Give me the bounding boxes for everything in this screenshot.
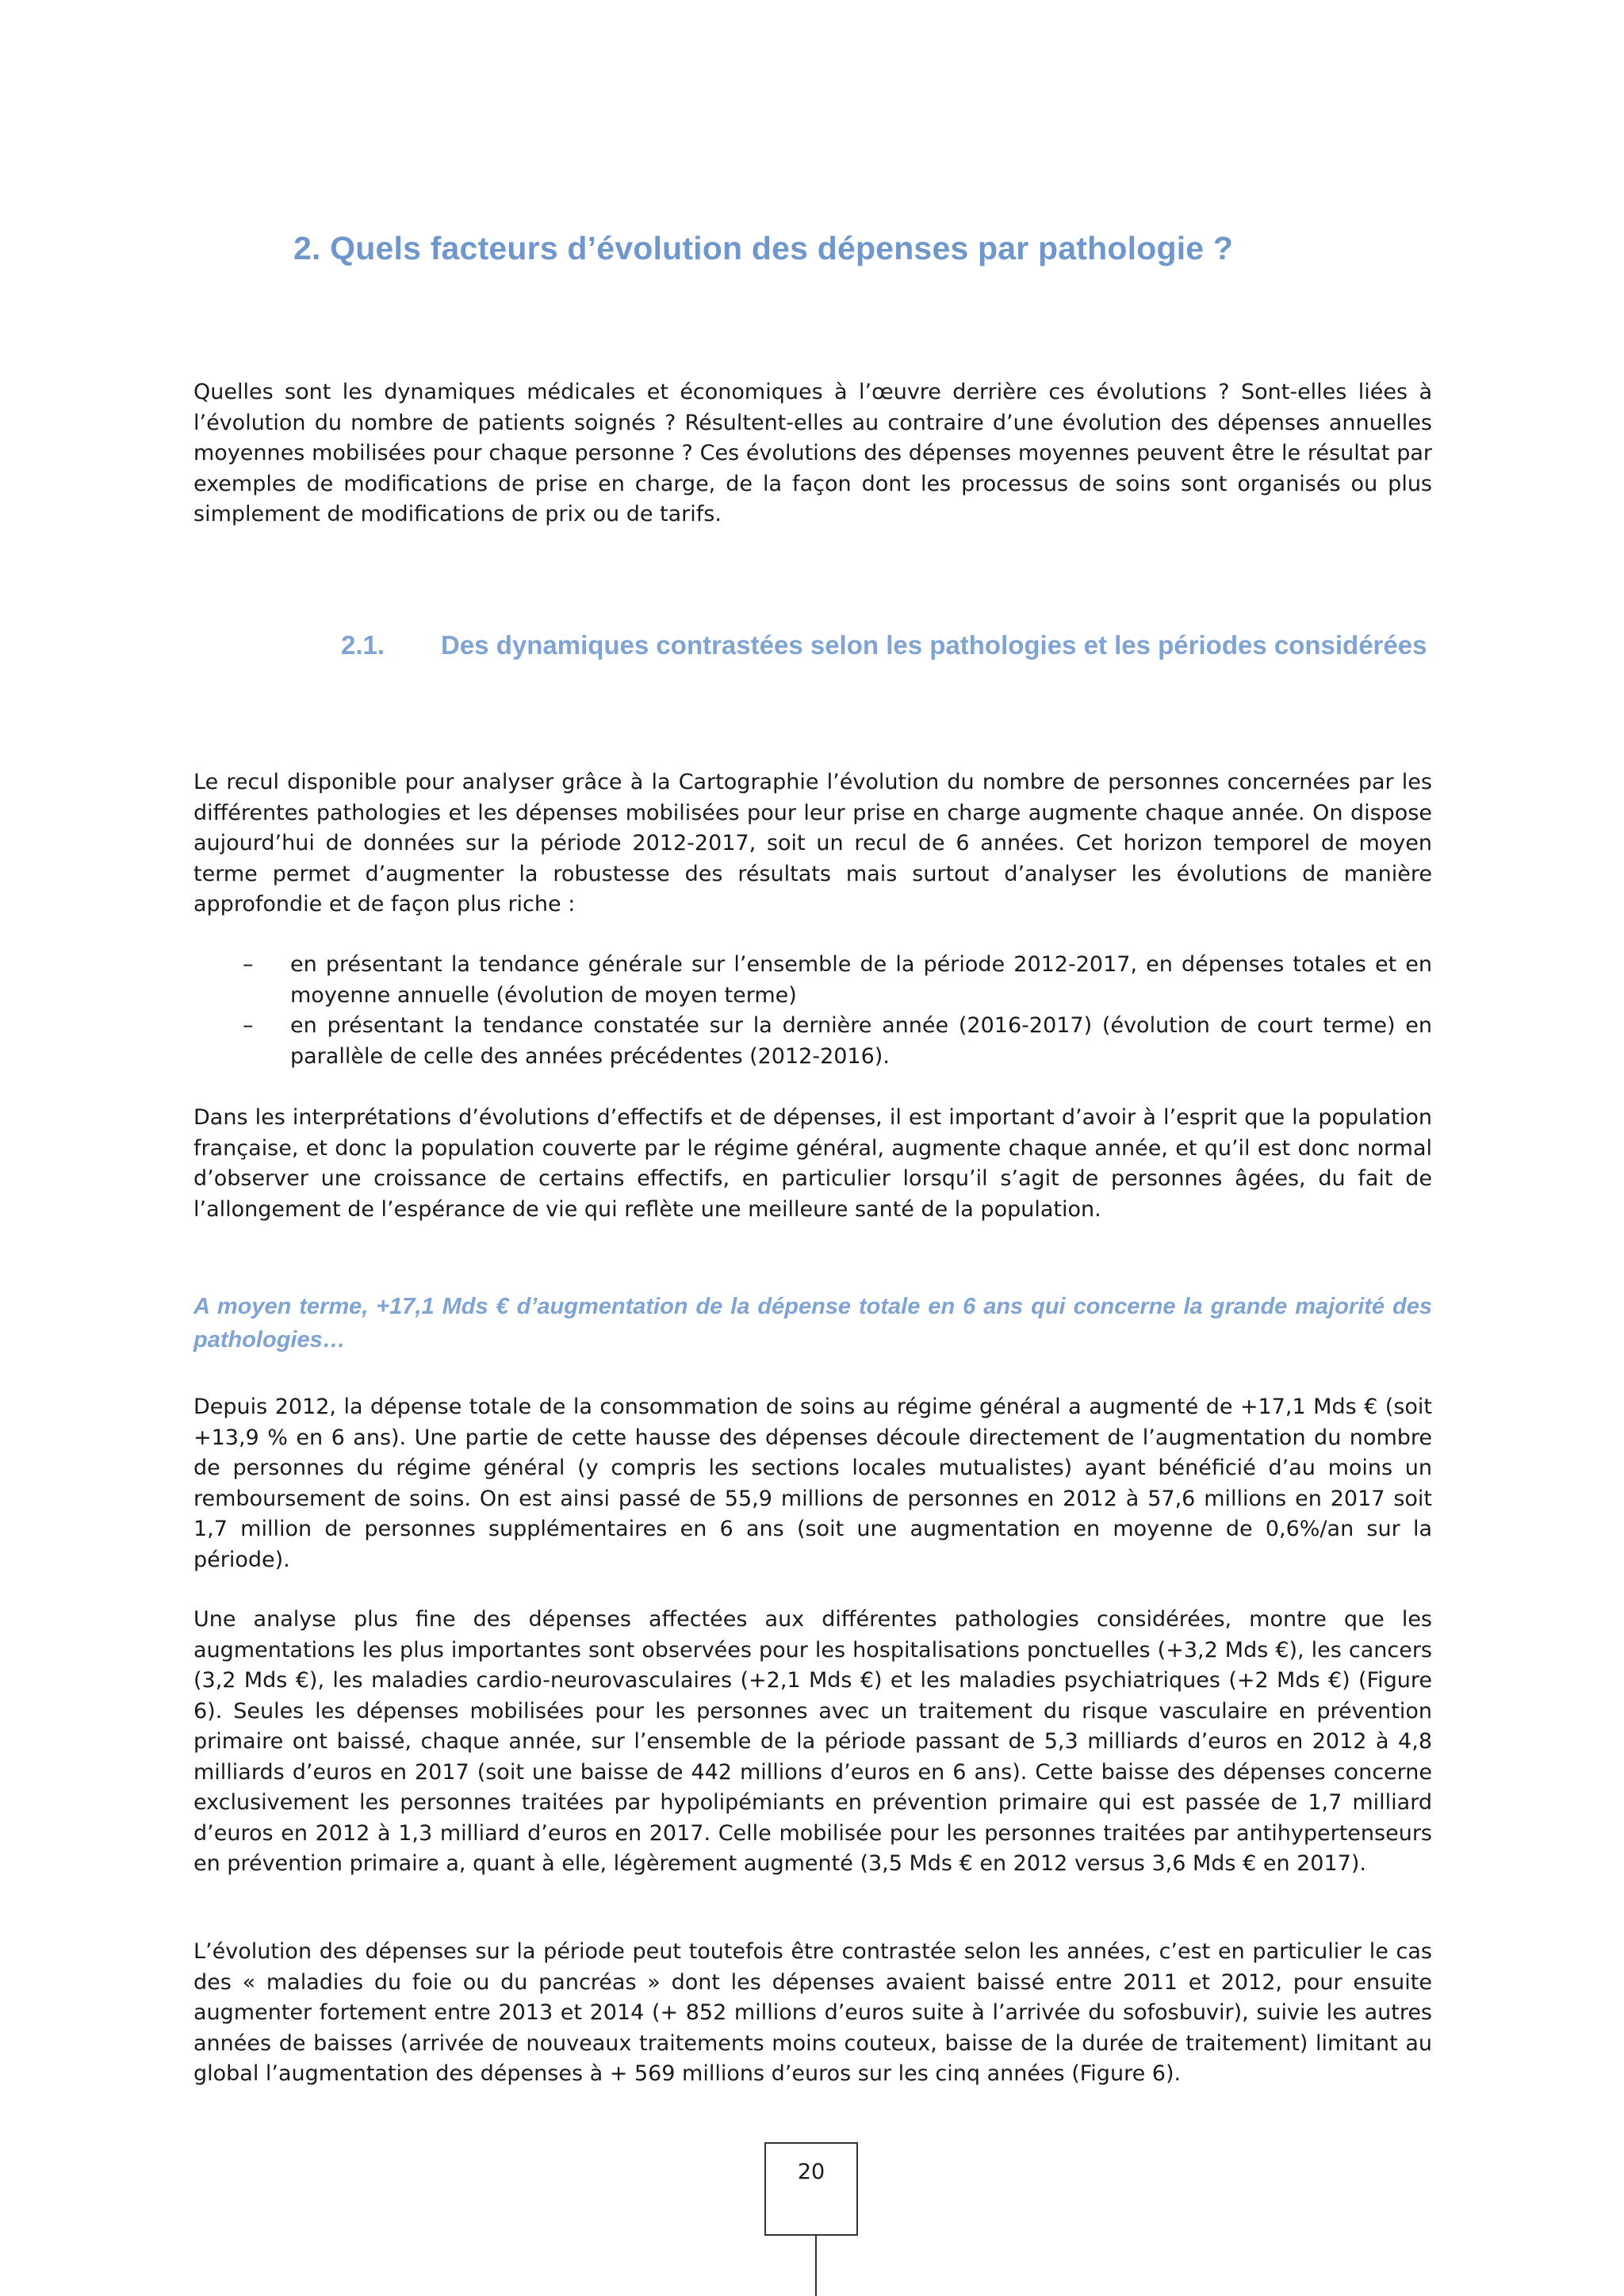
subsection-heading (341, 626, 1432, 664)
medium-term-paragraph-3: L’évolution des dépenses sur la période peut toutefois être contrastée selon les années, c’est en particulier le cas des « maladies du foie ou du pancréas » dont les dépenses avaient baissé entre 2011 et 2012, pour ensuite augmenter fortement entre 2013 et 2014 (+ 852 millions d’euros suite à l’arrivée du sofosbuvir), suivie les autres années de baisses (arrivée de nouveaux traitements moins couteux, baisse de la durée de traitement) limitant au global l’augmentation des dépenses à + 569 millions d’euros sur les cinq années (Figure 6). (193, 1939, 1432, 2086)
list-item (193, 950, 1432, 1011)
subsection-number: 2.1. (341, 630, 385, 660)
page-number-connector-line (815, 2236, 817, 2296)
subsection-title: Des dynamiques contrastées selon les pathologies et les périodes considérées (441, 630, 1427, 660)
medium-term-paragraph-2: Une analyse plus fine des dépenses affectées aux différentes pathologies considérées, montre que les augmentations les plus importantes sont observées pour les hospitalisations ponctuelles (+3,2 Mds €), les cancers (3,2 Mds €), les maladies cardio-neurovasculaires (+2,1 Mds €) et les maladies psychiatriques (+2 Mds €) (Figure 6). Seules les dépenses mobilisées pour les personnes avec un traitement du risque vasculaire en prévention primaire ont baissé, chaque année, sur l’ensemble de la période passant de 5,3 milliards d’euros en 2012 à 4,8 milliards d’euros en 2017 (soit une baisse de 442 millions d’euros en 6 ans). Cette baisse des dépenses concerne exclusivement les personnes traitées par hypolipémiants en prévention primaire qui est passée de 1,7 milliard d’euros en 2012 à 1,3 milliard d’euros en 2017. Celle mobilisée pour les personnes traitées par antihypertenseurs en prévention primaire a, quant à elle, légèrement augmenté (3,5 Mds € en 2012 versus 3,6 Mds € en 2017). (193, 1607, 1432, 1876)
dash-bullet: – (243, 952, 254, 977)
medium-term-heading: A moyen terme, +17,1 Mds € d’augmentation de la dépense totale en 6 ans qui concerne la grande majorité des pathologies… (193, 1294, 1432, 1353)
subsection-paragraph-2: Dans les interprétations d’évolutions d’effectifs et de dépenses, il est important d’avoir à l’esprit que la population française, et donc la population couverte par le régime général, augmente chaque année, et qu’il est donc normal d’observer une croissance de certains effectifs, en particulier lorsqu’il s’agit de personnes âgées, du fait de l’allongement de l’espérance de vie qui reflète une meilleure santé de la population. (193, 1105, 1432, 1222)
medium-term-paragraph-1: Depuis 2012, la dépense totale de la consommation de soins au régime général a augmenté de +17,1 Mds € (soit +13,9 % en 6 ans). Une partie de cette hausse des dépenses découle directement de l’augmentation du nombre de personnes du régime général (y compris les sections locales mutualistes) ayant bénéficié d’au moins un remboursement de soins. On est ainsi passé de 55,9 millions de personnes en 2012 à 57,6 millions en 2017 soit 1,7 million de personnes supplémentaires en 6 ans (soit une augmentation en moyenne de 0,6%/an sur la période). (193, 1395, 1432, 1572)
subsection-paragraph-1: Le recul disponible pour analyser grâce à la Cartographie l’évolution du nombre de personnes concernées par les différentes pathologies et les dépenses mobilisées pour leur prise en charge augmente chaque année. On dispose aujourd’hui de données sur la période 2012-2017, soit un recul de 6 années. Cet horizon temporel de moyen terme permet d’augmenter la robustesse des résultats mais surtout d’analyser les évolutions de manière approfondie et de façon plus riche : (193, 770, 1432, 916)
section-heading: 2. Quels facteurs d’évolution des dépenses par pathologie ? (293, 230, 1234, 266)
list-item-text: en présentant la tendance constatée sur la dernière année (2016-2017) (évolution de court terme) en parallèle de celle des années précédentes (2012-2016). (290, 1013, 1432, 1069)
list-item (193, 1011, 1432, 1072)
section-intro-paragraph: Quelles sont les dynamiques médicales et économiques à l’œuvre derrière ces évolutions ? Sont-elles liées à l’évolution du nombre de patients soignés ? Résultent-elles au contraire d’une évolution des dépenses annuelles moyennes mobilisées pour chaque personne ? Ces évolutions des dépenses moyennes peuvent être le résultat par exemples de modifications de prise en charge, de la façon dont les processus de soins sont organisés ou plus simplement de modifications de prix ou de tarifs. (193, 380, 1432, 526)
dash-list (193, 950, 1432, 1072)
list-item-text: en présentant la tendance générale sur l’ensemble de la période 2012-2017, en dépenses totales et en moyenne annuelle (évolution de moyen terme) (290, 952, 1432, 1008)
dash-bullet: – (243, 1013, 254, 1038)
page-number: 20 (764, 2142, 858, 2236)
